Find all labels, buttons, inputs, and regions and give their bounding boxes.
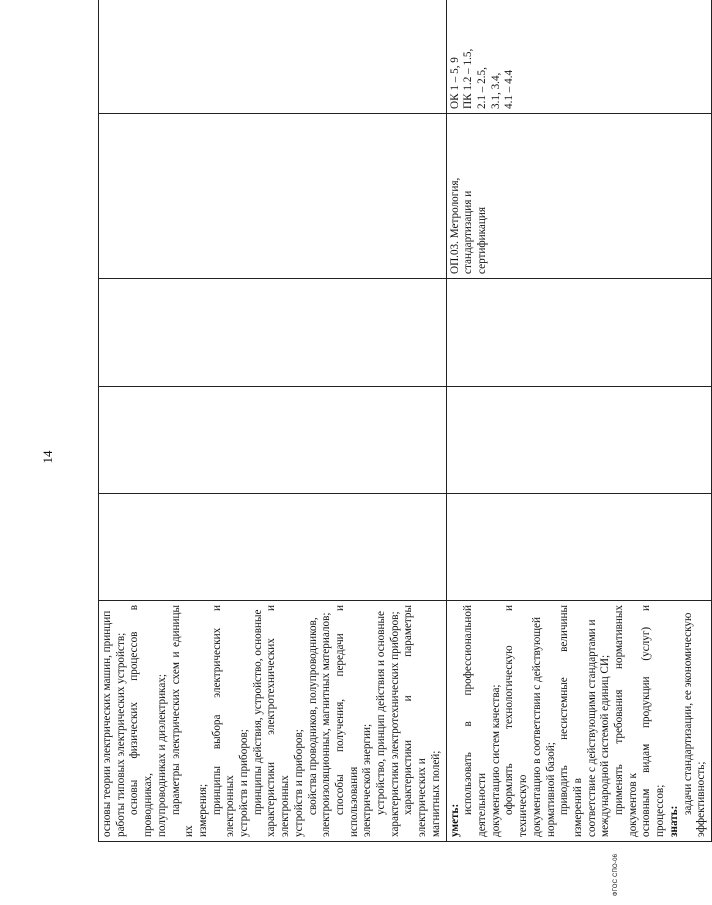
- table-row: [446, 0, 711, 842]
- empty-cell: [99, 279, 447, 387]
- text-line: характеристики и параметры электрических и: [402, 605, 429, 837]
- text-line: основы теории электрических машин, принцип: [101, 610, 113, 837]
- text-line: задачи стандартизации, ее экономическую: [681, 612, 694, 815]
- text-line: эффективность;: [695, 761, 708, 837]
- text-line: основы физических процессов в проводниках,: [128, 605, 155, 837]
- empty-cell: [99, 114, 447, 279]
- text-line: свойства проводников, полупроводников,: [306, 617, 319, 815]
- empty-cell: [446, 279, 711, 387]
- page-number: 14: [40, 450, 55, 464]
- discipline-cell: [446, 114, 711, 279]
- empty-cell: [99, 0, 447, 114]
- text-line: сертификация: [475, 207, 488, 274]
- text-line: стандартизация и: [462, 190, 475, 274]
- competency-line: 2.1 – 2.5,: [475, 67, 488, 109]
- empty-cell: [446, 494, 711, 601]
- znat-label: знать:: [667, 805, 680, 837]
- competency-line: ОК 1 – 5, 9: [448, 57, 461, 109]
- table-row: [99, 0, 447, 842]
- text-line: полупроводниках и диэлектриках;: [155, 674, 168, 837]
- competency-line: 3.1, 3.4,: [489, 72, 502, 109]
- empty-cell: [99, 494, 447, 601]
- empty-cell: [446, 387, 711, 494]
- text-line: оформлять технологическую и техническую: [503, 605, 530, 837]
- text-line: основным видам продукции (услуг) и процессов;: [640, 605, 667, 837]
- text-line: характеристики электротехнических приборов;: [388, 611, 401, 837]
- text-line: характеристики электротехнических и электронных: [265, 605, 292, 837]
- text-line: нормативной базой;: [544, 742, 557, 837]
- text-line: работы типовых электрических устройств;: [114, 632, 127, 837]
- competency-line: 4.1 – 4.4: [503, 69, 516, 109]
- text-line: принципы действия, устройство, основные: [251, 609, 264, 815]
- text-line: устройство, принцип действия и основные: [375, 611, 388, 815]
- competencies-cell: [446, 0, 711, 114]
- text-line: электрической энергии;: [361, 723, 374, 837]
- text-line: международной системой единиц СИ;: [599, 654, 612, 837]
- competency-line: ПК 1.2 – 1.5,: [462, 48, 475, 109]
- text-line: устройств и приборов;: [238, 729, 251, 837]
- footer-mark: ФГОС СПО-06: [613, 853, 619, 897]
- skills-cell-prev: [99, 601, 447, 842]
- text-line: использовать в профессиональной деятельности: [462, 605, 488, 837]
- standards-table: [98, 0, 712, 842]
- text-line: принципы выбора электрических и электронных: [210, 605, 237, 837]
- text-line: приводить несистемные величины измерений в: [558, 605, 584, 837]
- text-line: применять требования нормативных документов к: [613, 605, 639, 837]
- text-line: способы получения, передачи и использования: [333, 605, 360, 837]
- text-line: электроизоляционных, магнитных материалов;: [320, 612, 333, 837]
- text-line: магнитных полей;: [429, 750, 442, 837]
- empty-cell: [99, 387, 447, 494]
- skills-cell: [446, 601, 711, 842]
- umet-label: уметь:: [448, 803, 461, 837]
- text-line: устройств и приборов;: [292, 729, 305, 837]
- text-line: ОП.03. Метрология,: [448, 177, 461, 274]
- text-line: измерения;: [196, 783, 209, 837]
- text-line: документацию систем качества;: [489, 684, 502, 837]
- rotated-table-wrapper: [98, 42, 708, 842]
- text-line: документацию в соответствии с действующей: [530, 617, 543, 837]
- text-line: соответствие с действующими стандартами и: [585, 619, 598, 837]
- text-line: параметры электрических схем и единицы их: [169, 605, 196, 837]
